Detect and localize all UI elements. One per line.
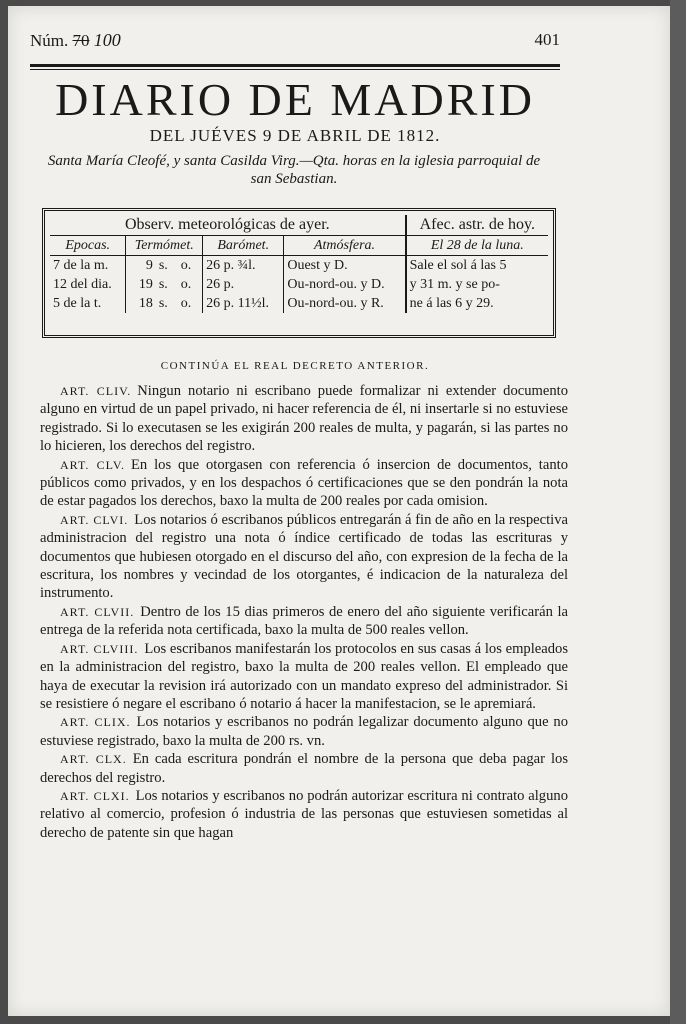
article-text: En cada escritura pondrán el nombre de la persona que deba pagar los derechos del registro.	[40, 751, 568, 786]
masthead-top	[30, 30, 560, 52]
met-term-o: o.	[178, 294, 203, 313]
col-epocas: Epocas.	[50, 236, 126, 256]
date-line: DEL JUÉVES 9 DE ABRIL DE 1812.	[149, 126, 441, 145]
col-luna: El 28 de la luna.	[406, 236, 548, 256]
col-termometro: Termómet.	[126, 236, 203, 256]
met-term-s: s.	[158, 277, 168, 292]
met-baro: 26 p. ¾l.	[203, 256, 284, 276]
article-text: Los notarios ó escribanos públicos entregarán á fin de año en la respectiva administracion del registro una nota ó índice certificado de todas las escrituras y documentos que hubiesen otorgado en el discurso del año, con expresion de la fecha de la escritura, los nombres y vecindad de los otorgantes, é indicacion de la naturaleza del instrumento.	[40, 511, 568, 602]
met-baro: 26 p. 11½l.	[203, 294, 284, 313]
issue-number-struck: 70	[72, 31, 90, 50]
article-text: En los que otorgasen con referencia ó insercion de documentos, tanto públicos como privados, y en los despachos ó certificaciones que se den pondrán la nota de estar pagados los derechos, baxo la multa de 200 reales por cada omision.	[40, 456, 568, 510]
page-number: 401	[534, 30, 560, 49]
article-paragraph	[40, 603, 568, 640]
met-title-right: Afec. astr. de hoy.	[406, 215, 548, 236]
article-paragraph	[40, 787, 568, 842]
article-text: Los notarios y escribanos no podrán legalizar documento alguno que no estuviese registrado, baxo la multa de 200 rs. vn.	[40, 714, 568, 749]
article-label: ART. CLIX.	[60, 715, 131, 730]
article-text: Los notarios y escribanos no podrán autorizar escritura ni contrato alguno relativo al comercio, profesion ó industria de las personas que estuviesen sometidas al derecho de patente sin que hagan	[40, 787, 568, 841]
issue-number-handwritten: 100	[93, 30, 121, 50]
met-atmos: Ouest y D.	[287, 258, 348, 273]
meteorology-table	[42, 208, 556, 338]
met-title-left: Observ. meteorológicas de ayer.	[124, 216, 330, 233]
article-label: ART. CLIV.	[60, 384, 132, 398]
issue-number	[30, 30, 121, 51]
article-label: ART. CLVII.	[60, 604, 135, 619]
article-label: ART. CLX.	[60, 752, 127, 767]
section-heading: CONTINÚA EL REAL DECRETO ANTERIOR.	[160, 360, 430, 372]
met-term-value: 18	[138, 296, 153, 311]
met-atmos: Ou-nord-ou. y R.	[287, 296, 384, 311]
scan-edge	[670, 0, 686, 1024]
article-text: Dentro de los 15 dias primeros de enero del año siguiente verificarán la entrega de la referida nota certificada, baxo la multa de 500 reales vellon.	[40, 603, 568, 639]
met-astro-line: y 31 m. y se po-	[406, 275, 548, 294]
col-atmosfera: Atmósfera.	[284, 236, 406, 256]
col-barometro: Barómet.	[203, 236, 284, 256]
met-term-s: s.	[158, 296, 168, 311]
article-paragraph	[40, 456, 568, 511]
masthead-rule-thin	[30, 69, 560, 70]
met-astro-line: Sale el sol á las 5	[406, 256, 548, 276]
met-epoca: 7 de la m.	[50, 256, 126, 276]
issue-number-label: Núm.	[30, 31, 69, 50]
newspaper-title: DIARIO DE MADRID	[55, 74, 535, 125]
met-term-o: o.	[178, 275, 203, 294]
article-text: Los escribanos manifestarán los protocolos en sus casas á los empleados en la administracion del registro, baxo la multa de 200 reales vellon. El empleado que haya de executar la revision irá autorizado con un mandato expreso del administrador. Si se resistiere ó negare el escribano ó notario á hacer la manifestacion, se le apremiará.	[40, 640, 568, 712]
met-epoca: 5 de la t.	[50, 294, 126, 313]
met-atmos: Ou-nord-ou. y D.	[287, 277, 385, 292]
met-astro-line: ne á las 6 y 29.	[406, 294, 548, 313]
saints-line: Santa María Cleofé, y santa Casilda Virg.—Qta. horas en la iglesia parroquial de san Sebastian.	[47, 153, 541, 187]
met-term-s: s.	[158, 258, 168, 273]
article-label: ART. CLVI.	[60, 512, 129, 527]
article-paragraph	[40, 713, 568, 750]
article-text: Ningun notario ni escribano puede formalizar ni extender documento alguno en virtud de un papel privado, ni hacer referencia de él, ni insertarle si no estuviese registrado. Si lo executasen se les exigirán 200 reales de multa, y pagarán, si las partes no lo hicieren, los derechos del registro.	[40, 383, 568, 455]
article-label: ART. CLXI.	[60, 788, 130, 803]
article-label: ART. CLV.	[60, 457, 125, 472]
met-term-value: 9	[145, 258, 153, 273]
met-baro: 26 p.	[203, 275, 284, 294]
article-paragraph	[40, 640, 568, 714]
article-paragraph	[40, 750, 568, 787]
met-row	[50, 294, 548, 313]
met-row	[50, 275, 548, 294]
article-paragraph	[40, 382, 568, 456]
article-label: ART. CLVIII.	[60, 641, 139, 656]
met-term-value: 19	[138, 277, 153, 292]
met-epoca: 12 del dia.	[50, 275, 126, 294]
met-term-o: o.	[178, 256, 203, 276]
article-paragraph	[40, 511, 568, 603]
article-body	[40, 382, 568, 842]
met-row	[50, 256, 548, 276]
masthead-rule	[30, 64, 560, 67]
